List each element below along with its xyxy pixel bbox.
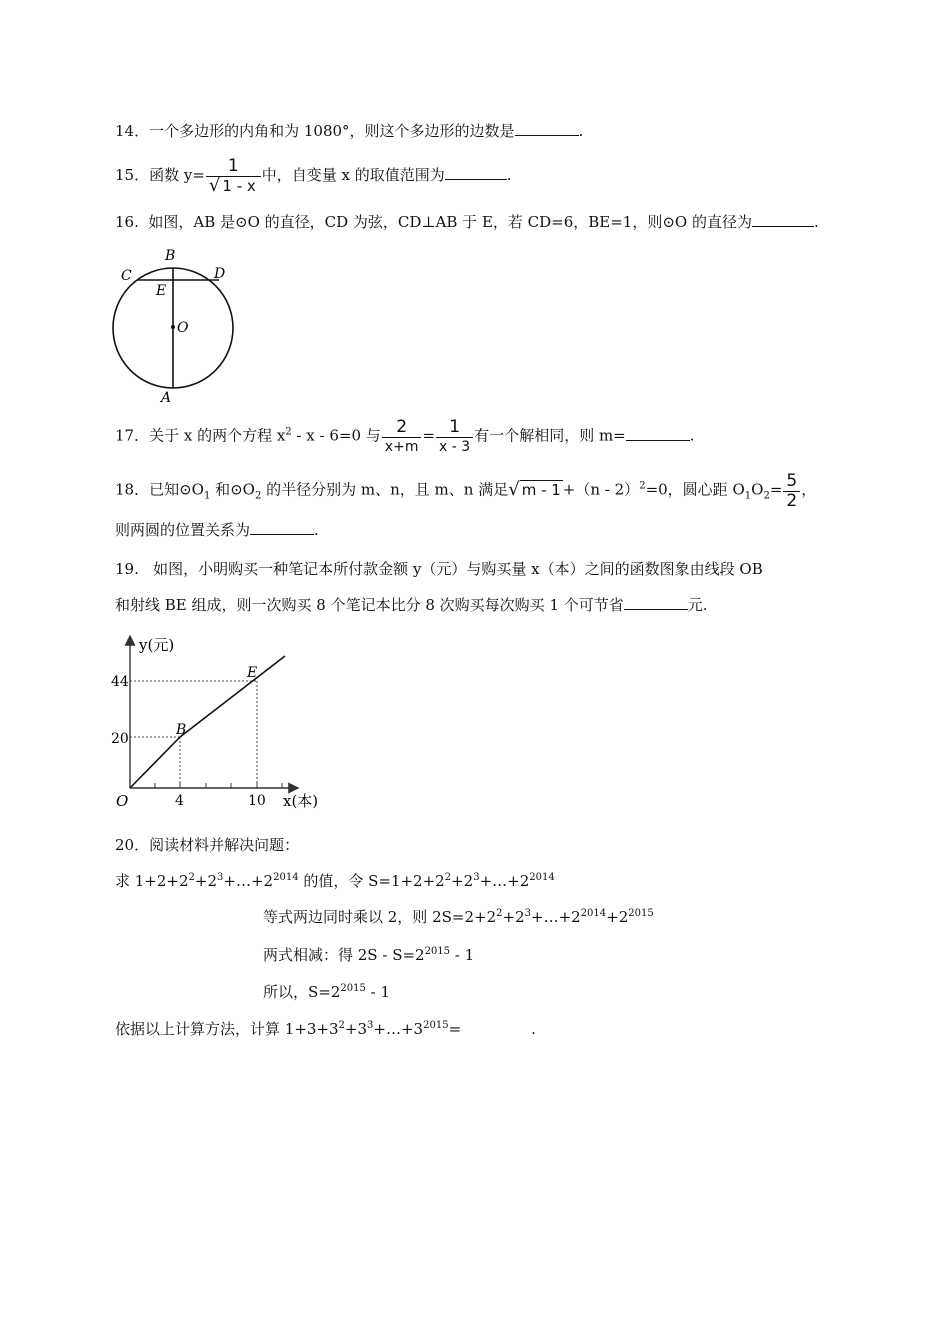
y-tick-44: 44	[111, 674, 129, 690]
q18-answer-blank[interactable]	[250, 520, 314, 535]
q15-answer-blank[interactable]	[445, 165, 507, 180]
question-17: 17．关于 x 的两个方程 $x^2 - x - 6=0$ 与 $\frac{2}{x+m}$ = $\frac{1}{x - 3}$ 有一个解相同，则 m= .	[115, 417, 695, 455]
q18-sqrt: √ m - 1	[508, 478, 561, 500]
q19-answer-blank[interactable]	[624, 595, 688, 610]
point-e-label: E	[247, 665, 258, 681]
question-20: 20．阅读材料并解决问题：	[115, 836, 300, 854]
q17-fraction-1: $\frac{2}{x+m}$	[382, 417, 422, 456]
ray-be	[180, 656, 285, 737]
q16-circle-figure	[108, 244, 243, 406]
label-o: O	[177, 320, 189, 336]
q16-answer-blank[interactable]	[752, 212, 814, 227]
q20-line-1: 求 $1+2+2^2+2^3+\dots+2^{2014}$ 的值，令 $S=1+2+2^2+2^3+\dots+2^{2014}$	[115, 872, 555, 890]
question-19-line-2: 和射线 BE 组成，则一次购买 8 个笔记本比分 8 次购买每次购买 1 个可节省 元.	[115, 596, 708, 614]
q19-number: 19.	[115, 560, 139, 578]
origin-label: O	[116, 792, 129, 810]
q18-number: 18．	[115, 480, 150, 499]
q14-text: 一个多边形的内角和为 1080°，则这个多边形的边数是	[149, 122, 515, 140]
q14-number: 14．	[115, 122, 150, 140]
center-point-o	[171, 325, 175, 329]
q20-line-4: 所以，$S=2^{2015} - 1$	[263, 983, 390, 1001]
point-b-label: B	[176, 722, 187, 738]
q15-sqrt: √ 1 - x	[208, 175, 256, 196]
question-19: 19. 如图，小明购买一种笔记本所付款金额 y（元）与购买量 x（本）之间的函数图象由线段 OB	[115, 560, 763, 578]
question-18: 18．已知$⊙O_1$ 和$⊙O_2$ 的半径分别为 m、n，且 m、n 满足√ m - 1 +（n - 2）$^2$=0，圆心距 $O_1O_2=$ $\frac{5}{2}$ ，	[115, 471, 817, 511]
y-tick-20: 20	[111, 731, 129, 747]
q19-function-graph	[110, 628, 332, 812]
q18-fraction: $\frac{5}{2}$	[783, 471, 800, 510]
segment-ob	[130, 737, 180, 788]
q20-line-3: 两式相减：得 $2S - S=2^{2015} - 1$	[263, 946, 475, 964]
x-tick-4: 4	[175, 793, 184, 809]
label-d: D	[214, 266, 226, 282]
question-18-line-2: 则两圆的位置关系为 .	[115, 521, 319, 539]
label-c: C	[121, 268, 132, 284]
q20-line-2: 等式两边同时乘以 2，则 $2S=2+2^2+2^3+\dots+2^{2014}+2^{2015}$	[263, 908, 654, 926]
q15-fraction: $\frac{1}{√ 1 - x}$	[206, 156, 261, 196]
q17-answer-blank[interactable]	[626, 426, 690, 441]
label-e: E	[156, 283, 167, 299]
q15-number: 15．	[115, 166, 150, 184]
label-b: B	[165, 248, 176, 264]
q17-number: 17．	[115, 426, 150, 445]
question-15: 15．函数 y= $\frac{1}{√ 1 - x}$ 中，自变量 x 的取值范围为 .	[115, 156, 512, 196]
q17-fraction-2: $\frac{1}{x - 3}$	[436, 417, 473, 456]
q16-number: 16.	[115, 213, 139, 231]
x-tick-10: 10	[248, 793, 266, 809]
x-axis-label: x(本)	[283, 792, 319, 810]
y-axis-label: y(元)	[139, 636, 175, 654]
q20-number: 20．	[115, 836, 150, 854]
label-a: A	[161, 390, 172, 406]
q14-answer-blank[interactable]	[515, 121, 579, 136]
question-16: 16. 如图，AB 是⊙O 的直径，CD 为弦，CD⊥AB 于 E，若 CD=6，BE=1，则⊙O 的直径为 .	[115, 213, 819, 231]
q20-line-5: 依据以上计算方法，计算 $1+3+3^2+3^3+\dots+3^{2015}=$ .	[115, 1020, 536, 1038]
question-14: 14．一个多边形的内角和为 1080°，则这个多边形的边数是 .	[115, 122, 584, 140]
